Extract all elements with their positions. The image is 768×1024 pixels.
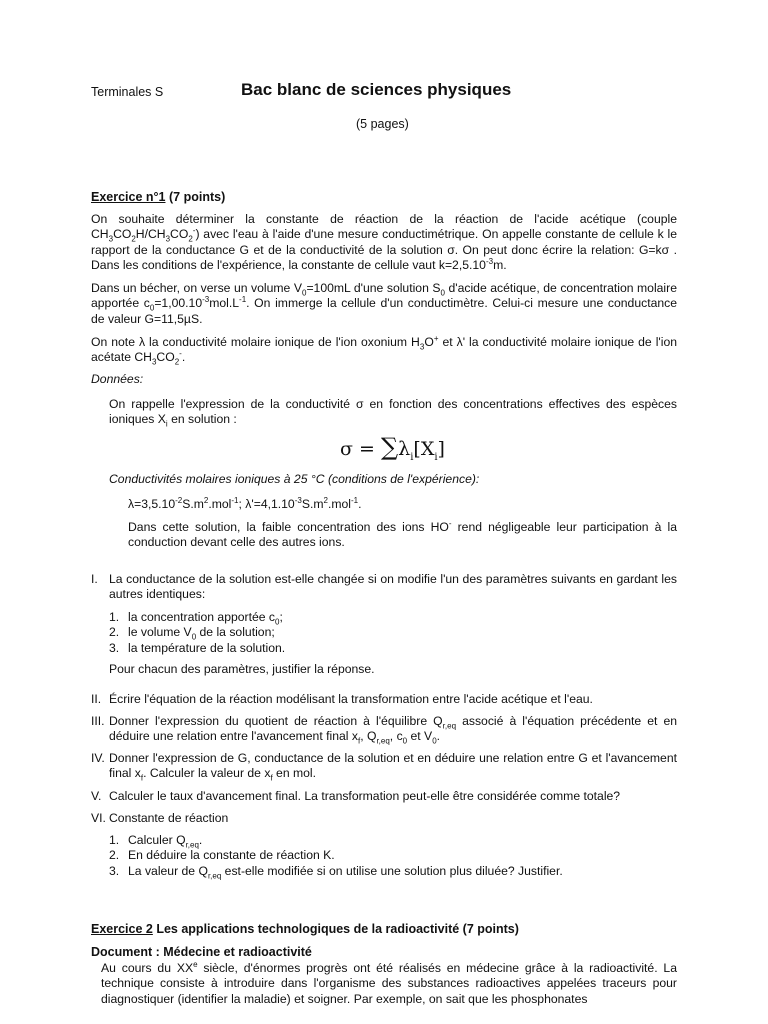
page-title: Bac blanc de sciences physiques [241, 80, 512, 99]
question-6-sublist: 1. Calculer $Q_{r,eq}$. 2. En déduire la constante de réaction K. 3. La valeur de $Q_{r,eq}$ est-elle modifiée si on utilise une solution plus diluée? Justifier. [109, 833, 563, 881]
exercise-1-heading [91, 190, 225, 204]
exercise-1-label: Exercice n°1 [91, 190, 166, 204]
lambda-values: $\lambda=3,5.10^{-2}S.m^2.mol^{-1}$; $\lambda'=4,1.10^{-3}S.m^2.mol^{-1}$. [128, 495, 362, 511]
ex1-paragraph-3: On note λ la conductivité molaire ionique de l'ion oxonium $H_3O^+$ et λ' la conductivité molaire ionique de l'ion acétate $CH_3CO_2^-$. [91, 333, 677, 367]
question-6: VI. Constante de réaction [91, 811, 229, 825]
conductivity-formula: $\sigma = \sum\lambda_i[X_i]$ [340, 433, 445, 463]
question-5: V. Calculer le taux d'avancement final. La transformation peut-elle être considérée comme totale? [91, 789, 621, 803]
donnees-label: Données: [91, 372, 144, 386]
ex1-paragraph-2: Dans un bécher, on verse un volume $V_0=100mL$ d'une solution $S_0$ d'acide acétique, de concentration molaire apportée $c_0=1,00.10^{-3}mol.L^{-1}$. On immerge la cellule d'un conductimètre. Celui-ci mesure une conductance de valeur G=11,5µS. [91, 281, 678, 326]
question-1-follow: Pour chacun des paramètres, justifier la réponse. [109, 662, 375, 676]
pages-note: (5 pages) [356, 117, 409, 131]
ho-ion-note: Dans cette solution, la faible concentration des ions HO- rend négligeable leur participation à la conduction devant celle des autres ions. [128, 518, 677, 550]
question-4: IV. Donner l'expression de G, conductance de la solution et en déduire une relation entre G et l'avancement final $x_f$. Calculer la valeur de $x_f$ en mol. [91, 751, 677, 783]
molar-conductivities-title: Conductivités molaires ioniques à 25 °C (conditions de l'expérience): [109, 472, 480, 486]
exercise-2-label: Exercice 2 [91, 922, 153, 936]
exercise-2-title: Les applications technologiques de la radioactivité (7 points) [152, 922, 519, 936]
question-1: I. La conductance de la solution est-elle changée si on modifie l'un des paramètres suivants en gardant les autres identiques: [91, 572, 677, 602]
ex2-paragraph-1: Au cours du XXe siècle, d'énormes progrès ont été réalisés en médecine grâce à la radioactivité. La technique consiste à introduire dans l'organisme des substances radioactives appelées traceurs pour diagnostiquer (identifier la maladie) et soigner. Par exemple, on sait que les phosphonates [101, 959, 677, 1006]
class-label: Terminales S [91, 85, 164, 99]
conductivity-reminder: On rappelle l'expression de la conductivité σ en fonction des concentrations effectives des espèces ioniques $X_i$ en solution : [109, 397, 677, 429]
exercise-1-points: (7 points) [168, 190, 226, 204]
exercise-2-heading [91, 922, 519, 936]
question-1-sublist: 1. la concentration apportée $c_0$; 2. le volume $V_0$ de la solution; 3. la température de la solution. [109, 610, 286, 655]
ex1-paragraph-1: On souhaite déterminer la constante de réaction de la réaction de l'acide acétique (couple $CH_3CO_2H/CH_3CO_2^-$) avec l'eau à l'aide d'une mesure conductimétrique. On appelle constante de cellule k le rapport de la conductance G et de la conductivité de la solution σ. On peut donc écrire la relation: G=kσ . Dans les conditions de l'expérience, la constante de cellule vaut $k=2,5.10^{-3}m$. [91, 212, 677, 272]
question-2: II. Écrire l'équation de la réaction modélisant la transformation entre l'acide acétique et l'eau. [91, 692, 593, 706]
question-3: III. Donner l'expression du quotient de réaction à l'équilibre $Q_{r,eq}$ associé à l'équation précédente et en déduire une relation entre l'avancement final $x_f$, $Q_{r,eq}$, $c_0$ et $V_0$. [91, 714, 678, 746]
document-title: Document : Médecine et radioactivité [91, 945, 312, 959]
